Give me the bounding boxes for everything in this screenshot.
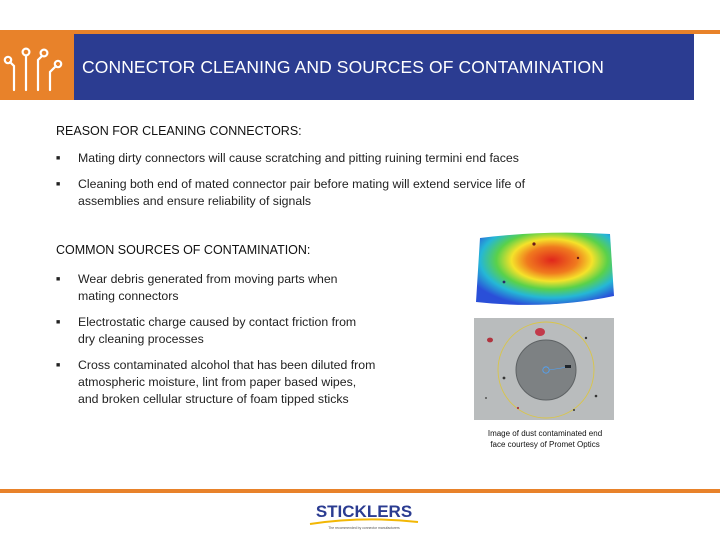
bullet-text-line: Cleaning both end of mated connector pair before mating will extend service life of <box>78 177 526 191</box>
bullet-text-line: Electrostatic charge caused by contact friction from <box>78 315 357 329</box>
page-title: CONNECTOR CLEANING AND SOURCES OF CONTAMINATION <box>82 56 604 77</box>
bullet-text-line: assemblies and ensure reliability of signals <box>78 194 312 208</box>
endface-3d-heatmap-image <box>474 230 616 312</box>
bullet-text-line: Wear debris generated from moving parts when <box>78 272 338 286</box>
header-logo-block <box>0 34 74 100</box>
list-item <box>56 357 375 408</box>
sticklers-logo <box>308 498 420 532</box>
square-bullet-icon: ■ <box>56 362 61 369</box>
circuit-pins-icon <box>0 34 74 100</box>
bullet-text-line: Cross contaminated alcohol that has been diluted from <box>78 358 376 372</box>
list-item <box>56 314 356 348</box>
caption-line: Image of dust contaminated end <box>487 429 603 438</box>
square-bullet-icon: ■ <box>56 276 61 283</box>
square-bullet-icon: ■ <box>56 319 61 326</box>
bullet-text-line: and broken cellular structure of foam tipped sticks <box>78 392 349 406</box>
caption-line: face courtesy of Promet Optics <box>490 440 600 449</box>
image-caption <box>470 428 620 450</box>
section-heading-reasons: REASON FOR CLEANING CONNECTORS: <box>56 124 302 138</box>
dust-contaminated-endface-image <box>474 318 614 420</box>
bullet-text-line: Mating dirty connectors will cause scratching and pitting ruining termini end faces <box>78 151 519 165</box>
bottom-accent-rule <box>0 489 720 493</box>
bullet-text-line: atmospheric moisture, lint from paper based wipes, <box>78 375 357 389</box>
title-banner <box>74 34 694 100</box>
square-bullet-icon: ■ <box>56 181 61 188</box>
list-item <box>56 176 525 210</box>
bullet-text-line: mating connectors <box>78 289 179 303</box>
footer-brand: STICKLERS <box>315 502 413 521</box>
bullet-text-line: dry cleaning processes <box>78 332 204 346</box>
square-bullet-icon: ■ <box>56 155 61 162</box>
list-item <box>56 271 338 305</box>
list-item <box>56 150 519 167</box>
footer-tagline: The recommended by connector manufacturers <box>328 526 400 530</box>
section-heading-sources: COMMON SOURCES OF CONTAMINATION: <box>56 243 311 257</box>
